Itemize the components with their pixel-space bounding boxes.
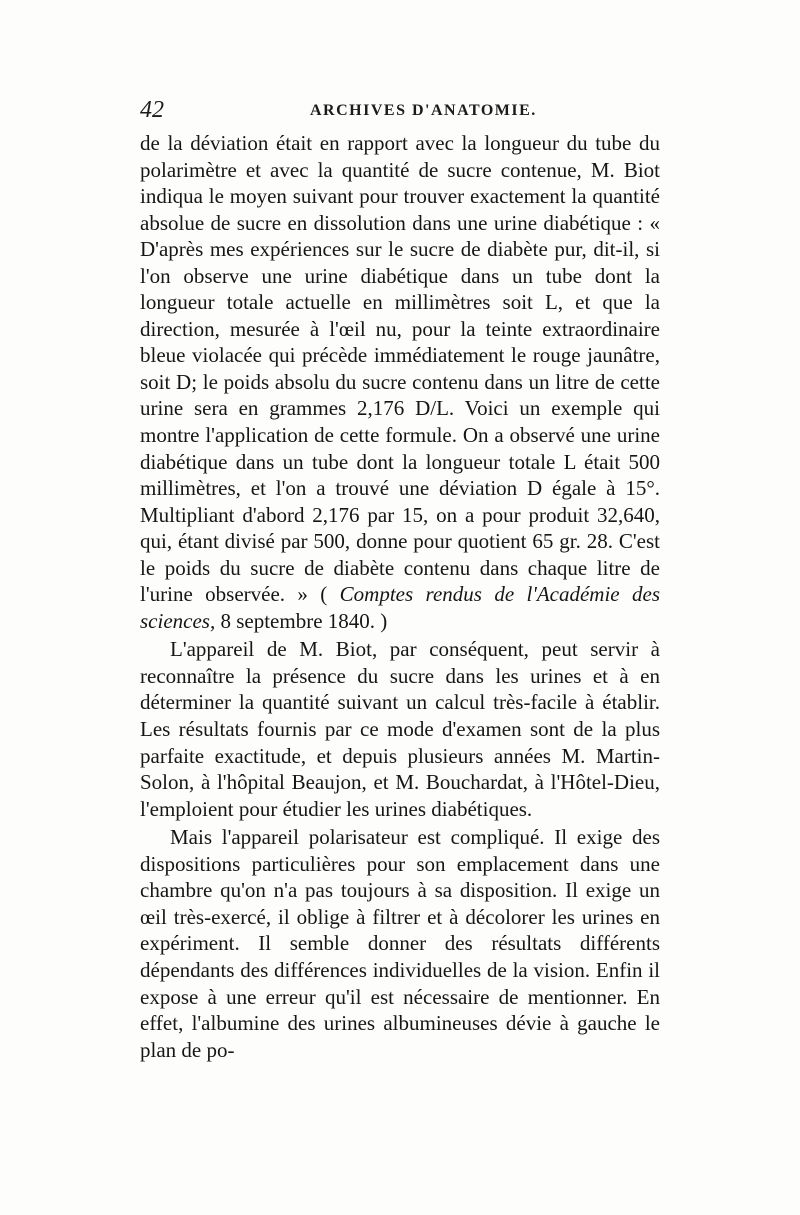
page-header bbox=[140, 97, 660, 127]
paragraph-1-text: de la déviation était en rapport avec la longueur du tube du polarimètre et avec la quantité de sucre contenue, M. Biot indiqua le moyen suivant pour trouver exactement la quantité absolue de sucre en dissolution dans une urine diabétique : « D'après mes expériences sur le sucre de diabète pur, dit-il, si l'on observe une urine diabétique dans un tube dont la longueur totale actuelle en millimètres soit L, et que la direction, mesurée à l'œil nu, pour la teinte extraordinaire bleue violacée qui précède immédiatement le rouge jaunâtre, soit D; le poids absolu du sucre contenu dans un litre de cette urine sera en grammes 2,176 D/L. Voici un exemple qui montre l'application de cette formule. On a observé une urine diabétique dans un tube dont la longueur totale L était 500 millimètres, et l'on a trouvé une déviation D égale à 15°. Multipliant d'abord 2,176 par 15, on a pour produit 32,640, qui, étant divisé par 500, donne pour quotient 65 gr. 28. C'est le poids du sucre de diabète contenu dans chaque litre de l'urine observée. » ( bbox=[140, 131, 660, 607]
body-text bbox=[140, 130, 660, 1063]
running-title: ARCHIVES D'ANATOMIE. bbox=[310, 102, 537, 119]
paragraph-3: Mais l'appareil polarisateur est compliqué. Il exige des dispositions particulières pour son emplacement dans une chambre qu'on n'a pas toujours à sa disposition. Il exige un œil très-exercé, il oblige à filtrer et à décolorer les urines en expériment. Il semble donner des résultats différents dépendants des différences individuelles de la vision. Enfin il expose à une erreur qu'il est nécessaire de mentionner. En effet, l'albumine des urines albumineuses dévie à gauche le plan de po- bbox=[140, 825, 660, 1062]
paragraph-1 bbox=[140, 130, 660, 634]
paragraph-2: L'appareil de M. Biot, par conséquent, peut servir à reconnaître la présence du sucre dans les urines et à en déterminer la quantité suivant un calcul très-facile à établir. Les résultats fournis par ce mode d'examen sont de la plus parfaite exactitude, et depuis plusieurs années M. Martin-Solon, à l'hôpital Beaujon, et M. Bouchardat, à l'Hôtel-Dieu, l'emploient pour étudier les urines diabétiques. bbox=[140, 637, 660, 821]
citation: Comptes rendus de l'Académie des sciences, bbox=[140, 582, 661, 633]
paragraph-1-date: 8 septembre 1840. ) bbox=[215, 608, 388, 633]
page-number: 42 bbox=[140, 97, 164, 123]
